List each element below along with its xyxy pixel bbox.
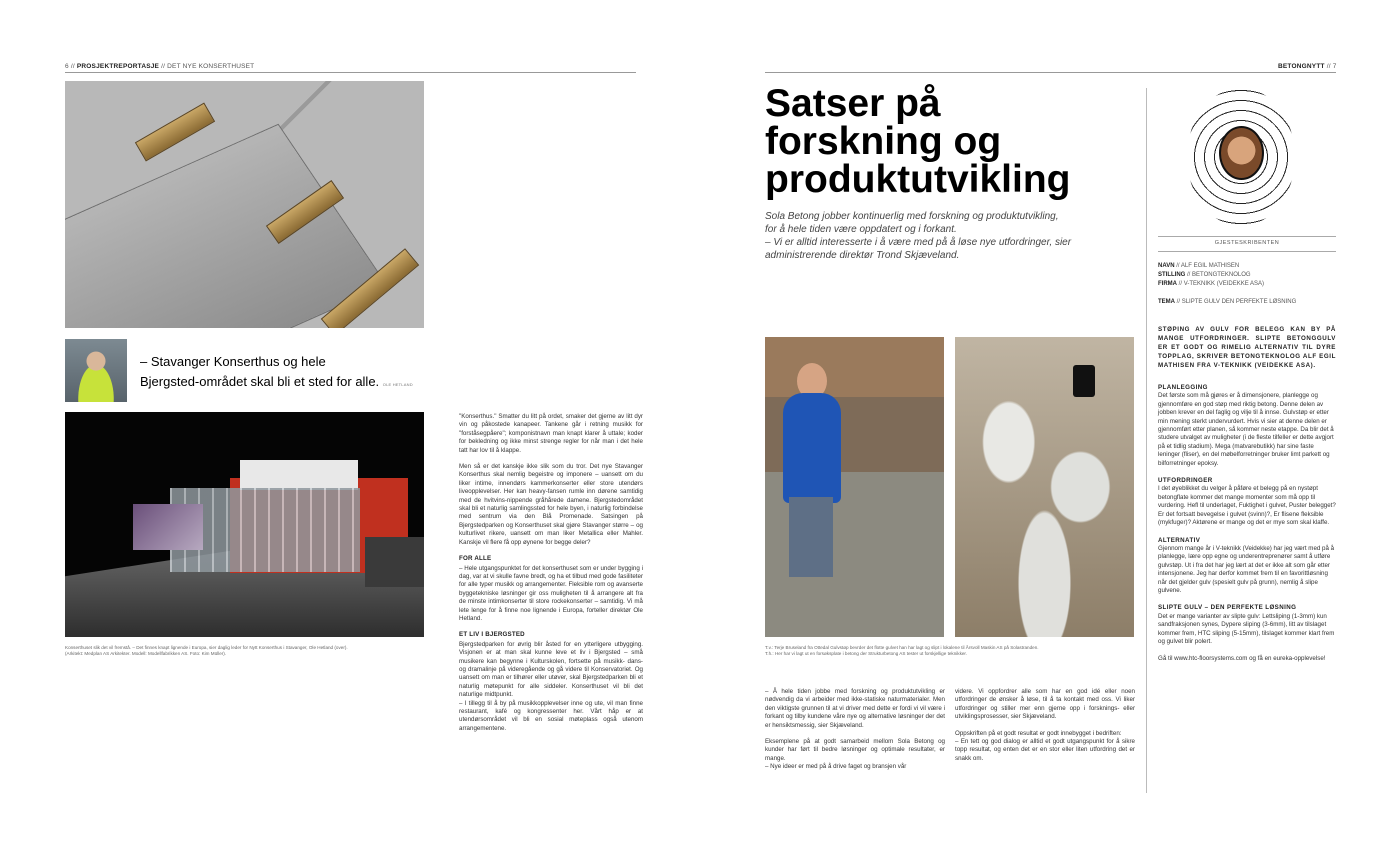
model-annex <box>365 537 424 587</box>
info-navn: NAVN // ALF EGIL MATHISEN <box>1158 263 1240 269</box>
article-paragraph: Oppskriften på et godt resultat er godt innebygget i bedriften: <box>955 729 1122 737</box>
test-slab-photo <box>955 337 1134 637</box>
sidebar-rule <box>1158 251 1336 252</box>
sidebar-rule <box>1158 236 1336 237</box>
article-headline: Satser på forskning og produktutvikling <box>765 82 1071 201</box>
right-header-rule <box>765 72 1336 73</box>
model-photo-caption: Konserthuset slik det vil fremstå. – Det finnes knapt lignende i Europa, sier daglig leder for Nytt Konserthus i Stavanger, Ole Hetland (over). (Arkitekt: Medplan AS Arkitekter. Modell: Modellfabrikken AS. Foto: Kim Müller). <box>65 645 348 656</box>
article-paragraph: – Nye ideer er med på å drive faget og bransjen vår <box>765 763 907 771</box>
article-paragraph: "Konserthus." Smatter du litt på ordet, smaker det gjerne av litt dyr vin og påkostede kanapeer. Tankene går i retning musikk for "forståsegpåere"; komponistnavn man knapt klarer å uttale; koder for bekledning og ikke minst strenge regler for når man i det hele tatt har lov til å klappe. <box>459 413 643 454</box>
article-paragraph: – Hele utgangspunktet for det konserthuset som er under bygging i dag, var at vi skulle favne bredt, og ha et tilbud med gode fasiliteter for alle typer musikk og arrangementer. Fleksible rom og avanserte byggetekniske løsninger gir oss muligheten til å arrangere alt fra de minste intimkonserter til store rockekonserter – samtidig. Vi må lete lenge for å finne noe lignende i Europa, forteller direktør Ole Hetland. <box>459 564 643 622</box>
info-tema: TEMA // SLIPTE GULV DEN PERFEKTE LØSNING <box>1158 299 1297 305</box>
sidebar-subheading: UTFORDRINGER <box>1158 477 1213 485</box>
left-running-header: 6 // PROSJEKTREPORTASJE // DET NYE KONSERTHUSET <box>65 63 255 70</box>
worker-legs <box>789 497 833 577</box>
right-article-column-2 <box>955 688 1135 771</box>
sidebar-link-text: Gå til www.htc-floorsystems.com og få en eureka-opplevelse! <box>1158 655 1326 663</box>
article-paragraph: videre. Vi oppfordrer alle som har en god idé eller noen utfordringer de ønsker å løse, til å ta kontakt med oss. Vi liker utfordringer og stiller mer enn gjerne opp i forsknings- eller utviklingsprosesser, sier Skjæveland. <box>955 688 1135 721</box>
sidebar-divider <box>1146 88 1147 793</box>
concrete-slab <box>65 125 386 328</box>
sidebar-paragraph: Gjennom mange år i V-teknikk (Veidekke) har jeg vært med på å planlegge, lære opp egne og underentreprenører samt å utføre gulvstøp. Ut i fra det har jeg lært at det er ikke alt som går etter intensjonene. Jeg har derfor kommet frem til en favorittløsning når det gjelder gulv (spesielt gulv på grunn), nemlig å slipe gulvene. <box>1158 544 1335 594</box>
article-paragraph: – En tett og god dialog er alltid et godt utgangspunkt for å sikre topp resultat, og enten det er en stor eller liten utfordring det er snakk om. <box>955 738 1135 762</box>
ole-hetland-portrait <box>65 339 127 402</box>
worker-jacket <box>783 393 841 503</box>
left-header-rule <box>65 72 636 73</box>
sidebar-paragraph: Det første som må gjøres er å dimensjonere, planlegge og gjennomføre en god støp med riktig betong. Denne delen av jobben krever en del faglig og vilje til å innse. Gulvstøp er etter min mening sterkt undervurdert. Hvis vi sier at denne delen er gjennomført etter planen, så kommer neste etappe. Da blir det å studere utvalget av muligheter (i de fleste tilfeller er dette avgjort på et tidlig stadium). Mega (matvarebutikk) har sine faste leninger (fliser), en del møbelforretninger bruker limt parkett og bilforretninger epoksy. <box>1158 392 1334 467</box>
right-article-column-1 <box>765 688 945 780</box>
left-article-column <box>459 413 643 741</box>
bucket <box>1073 365 1095 397</box>
sidebar-article <box>1158 375 1336 664</box>
pull-quote-line-1: – Stavanger Konserthus og hele <box>140 354 326 369</box>
pull-quote-line-2: Bjergsted-området skal bli et sted for alle. <box>140 374 380 389</box>
pull-quote-line-2-wrap <box>140 372 480 395</box>
info-firma: FIRMA // V-TEKNIKK (VEIDEKKE ASA) <box>1158 281 1265 287</box>
model-mural <box>133 504 203 550</box>
page-number: 6 <box>65 63 69 70</box>
article-lead: Sola Betong jobber kontinuerlig med forskning og produktutvikling, for å hele tiden være oppdatert og i forkant. – Vi er alltid interesserte i å være med på å løse nye utfordringer, sier administrerende direktør Trond Skjæveland. <box>765 211 1072 261</box>
guest-writer-label: GJESTESKRIBENTEN <box>1214 240 1280 246</box>
sidebar-subheading: PLANLEGGING <box>1158 384 1208 391</box>
article-paragraph: – I tillegg til å by på musikkopplevelser inne og ute, vil man finne restaurant, kafé og kongressenter her. Vårt håp er at utendørsområdet vil bli en sosial møteplass også utenom arrangementene. <box>459 699 643 732</box>
article-subheading: ET LIV I BJERGSTED <box>459 631 525 639</box>
guest-writer-portrait <box>1219 126 1264 180</box>
section-name: PROSJEKTREPORTASJE <box>76 63 160 70</box>
quote-credit: OLE HETLAND <box>382 382 413 387</box>
article-paragraph: Eksemplene på at godt samarbeid mellom Sola Betong og kunder har ført til bedre løsninger og optimale resultater, er mange. <box>765 738 945 762</box>
article-paragraph: Men så er det kanskje ikke slik som du tror. Det nye Stavanger Konserthus skal nemlig begeistre og imponere – uansett om du liker intime, innendørs kammerkonserter eller store utendørs liveopplevelser. Her kan heavy-fansen rumle inn dørene samtidig med de hvitvins-nippende gråhårede damene. Bjergstedområdet skal bli et naturlig samlingssted for hele byen, i naturlig forbindelse med sentrum via den Blå Promenade. Satsingen på Bjergstedparken og Konserthuset skal gjøre Stavanger større – og kulturlivet rikere, uansett om man liker Metallica eller Mahler. Kanskje vil flere få opp øynene for begge deler? <box>459 463 643 546</box>
right-running-header: BETONGNYTT // 7 <box>1278 63 1337 70</box>
magazine-name: BETONGNYTT <box>1278 63 1325 70</box>
section-topic: DET NYE KONSERTHUSET <box>167 63 255 70</box>
construction-site-photo <box>65 81 424 328</box>
sidebar-subheading: SLIPTE GULV – DEN PERFEKTE LØSNING <box>1158 604 1297 612</box>
floor-worker-photo <box>765 337 944 637</box>
guest-writer-info <box>1158 262 1336 307</box>
timber-stack <box>135 102 215 161</box>
concert-hall-model-photo <box>65 412 424 637</box>
page-number: 7 <box>1332 63 1337 70</box>
sidebar-intro: STØPING AV GULV FOR BELEGG KAN BY PÅ MANGE UTFORDRINGER. SLIPTE BETONGGULV ER ET GODT OG RIMELIG ALTERNATIV TIL DYRE TOPPLAG, SKRIVER BETONGTEKNOLOG ALF EGIL MATHISEN FRA V-TEKNIKK (VEIDEKKE ASA). <box>1158 326 1336 369</box>
pull-quote <box>140 352 480 395</box>
article-paragraph: – Å hele tiden jobbe med forskning og produktutvikling er nødvendig da vi arbeider med ikke-statiske naturmaterialer. Men den viktigste grunnen til at vi driver med dette er fordi vi vil være i forkant og tilby kundene våre nye og alternative løsninger der det er hensiktsmessig, sier Skjæveland. <box>765 688 945 729</box>
model-roof <box>240 460 358 490</box>
article-subheading: FOR ALLE <box>459 555 492 563</box>
article-paragraph: Bjergstedparken for øvrig blir åsted for en ytterligere utbygging. Visjonen er at man skal kunne leve et liv i Bjergsted – små musikere kan begynne i Kulturskolen, fortsette på musikk- dans- og dramalinje på videregående og gå videre til Konservatoriet. Og uansett om man er tilhører eller utøver, skal Bjergstedparken bli et naturlig møtepunkt for alle siddeler. Konserthuset vil bli det naturlige midtpunkt. <box>459 640 643 699</box>
sidebar-paragraph: I det øyeblikket du velger å påføre et belegg på en nystøpt betongflate kommer det mange momenter som må opp til vurdering. Hefl til underlaget, Fuktighet i gulvet, Puster belegget? Er det fortsatt bevegelse i gulvet (svinn)?, Er flisene fleksible (mykfuger)? Aktørene er mange og det er mye som skal klaffe. <box>1158 485 1336 527</box>
sidebar-subheading: ALTERNATIV <box>1158 536 1201 544</box>
sidebar-paragraph: Det er mange varianter av slipte gulv: Lettsliping (1-3mm) kun sandfraksjonen synes, Dypere sliping (3-6mm), litt av tilslaget kommer frem, HTC sliping (5-15mm), tilslaget kommer klart frem og gulvet blir polert. <box>1158 612 1335 645</box>
info-stilling: STILLING // BETONGTEKNOLOG <box>1158 272 1251 278</box>
photo-caption: T.v.: Terje Bruseland fra Ottedal Gulvstøp bevrder det flotte gulvet han har lagt og slipt i lokalene til Årsvoll Maskin AS på Solastranden. T.h.: Her har vi lagt ut en forsøksplate i betong der Strukturbetong AS tester ut forskjellige teknikker. <box>765 645 1039 656</box>
